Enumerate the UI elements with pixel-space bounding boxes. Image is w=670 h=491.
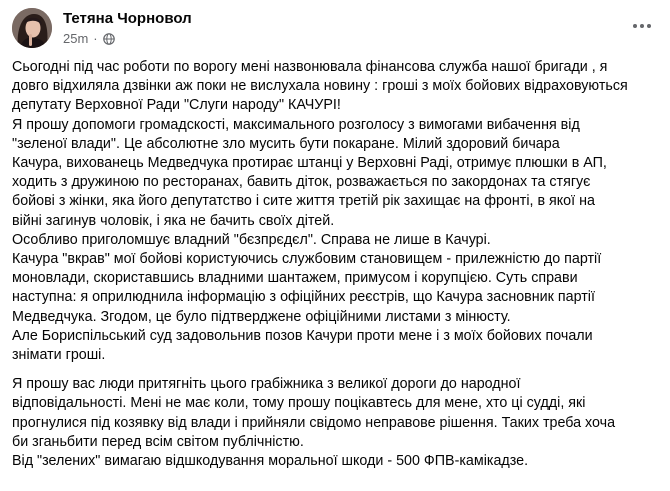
post-text-line: відповідальності. Мені не має коли, тому прошу поцікавтесь для мене, хто ці судді, які — [12, 395, 586, 412]
post-text-line: ходить з дружиною по ресторанах, бавить діток, розважається по закордонах та стягує — [12, 174, 591, 191]
post-text-line: "зеленої влади". Це абсолютне зло мусить бути покаране. Мілий здоровий бичара — [12, 135, 560, 152]
meta-separator: · — [93, 31, 98, 46]
post-text-line: знімати гроші. — [12, 347, 106, 364]
post-text-line: Особливо приголомшує владний "бєзпрєдєл". Справа не лише в Качурі. — [12, 231, 491, 248]
avatar-photo — [12, 8, 52, 48]
post-meta — [63, 31, 115, 46]
post-text-line: наступна: я оприлюднила інформацію з офіційних реєстрів, що Качура засновник партії — [12, 289, 595, 306]
post-paragraph-2 — [12, 375, 662, 471]
post-text-line: Від "зелених" вимагаю відшкодування моральної шкоди - 500 ФПВ-камікадзе. — [12, 453, 529, 470]
post-text-line: Сьогодні під час роботи по ворогу мені назвонювала фінансова служба нашої бригади , я — [12, 59, 608, 75]
post-text-line: прогнулися під козявку від влади і прийняли свідомо неправове рішення. Таких треба хоча — [12, 414, 616, 431]
post-paragraph-1 — [12, 58, 662, 365]
more-options-icon[interactable] — [628, 14, 656, 38]
post-text — [12, 58, 662, 471]
post-timestamp[interactable]: 25m — [63, 31, 89, 46]
post-text-line: Але Бориспільський суд задовольнив позов Качури проти мене і з моїх бойових почали — [12, 327, 593, 344]
post-text-line: депутату Верховної Ради "Слуги народу" КАЧУРІ! — [12, 97, 341, 114]
post-text-line: Медведчука. Згодом, це було підтверджене офіційними листами з мінюсту. — [12, 308, 511, 325]
post-text-line: Качура "вкрав" мої бойові користуючись службовим становищем - прилежністю до партії — [12, 251, 602, 268]
post-text-line: Я прошу вас люди притягніть цього грабіжника з великої дороги до народної — [12, 376, 521, 393]
post-text-line: довго відхиляла дзвінки аж поки не вислухала новину : гроші з моїх бойових відраховуються — [12, 78, 628, 95]
avatar[interactable] — [12, 8, 52, 48]
paragraph-gap — [12, 365, 662, 375]
globe-icon[interactable] — [103, 33, 115, 45]
post-text-line: бойові з жінки, яка його депутатство і сите життя третій рік захищає на фронті, в якої на — [12, 193, 595, 210]
post-text-line: Я прошу допомоги громадскості, максимального розголосу з вимогами вибачення від — [12, 116, 580, 133]
post-author-name[interactable]: Тетяна Чорновол — [63, 10, 192, 27]
post-header — [12, 8, 658, 52]
post-text-line: Качура, вихованець Медведчука протирає штанці у Верховні Раді, отримує плюшки в АП, — [12, 155, 607, 172]
post-text-line: моновлади, скориставшись владними шантажем, примусом і корупцією. Суть справи — [12, 270, 578, 287]
post-text-line: би зганьбити перед всім світом публічністю. — [12, 433, 304, 450]
post-text-line: війні загинув чоловік, і яка не бачить своїх дітей. — [12, 212, 335, 229]
